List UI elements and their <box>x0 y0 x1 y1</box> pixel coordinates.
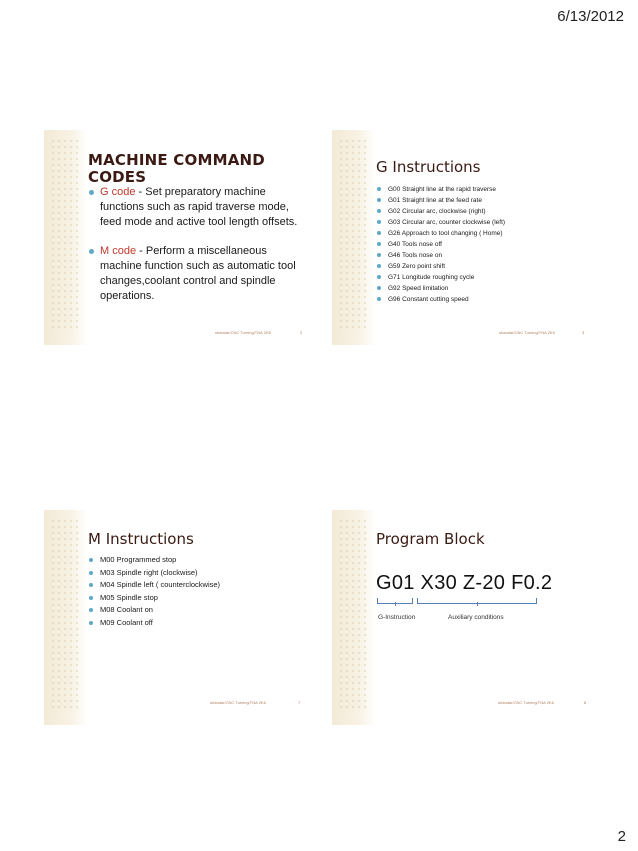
list-item: G26 Approach to tool changing ( Home) <box>376 228 586 239</box>
slide-decor-stripe <box>44 510 88 725</box>
auxiliary-bracket <box>417 598 537 604</box>
slide-footer: shandar/CNC Turning/TNA 2K6 <box>210 700 266 705</box>
slide-g-instructions <box>332 130 597 345</box>
g-instruction-bracket <box>377 598 413 604</box>
slide-decor-stripe <box>332 510 376 725</box>
list-item: G46 Tools nose on <box>376 250 586 261</box>
slide-decor-stripe <box>44 130 88 345</box>
slide-number: 8 <box>584 700 587 705</box>
list-item: M00 Programmed stop <box>88 554 288 567</box>
slide-footer: shandar/CNC Turning/TNA 2K6 <box>215 330 271 335</box>
program-block-code: G01 X30 Z-20 F0.2 <box>376 572 553 594</box>
bullet-list <box>376 184 586 305</box>
list-item: G92 Speed limitation <box>376 283 586 294</box>
slide-number: 7 <box>298 700 301 705</box>
list-item: M08 Coolant on <box>88 604 288 617</box>
list-item <box>88 185 303 230</box>
list-item: M03 Spindle right (clockwise) <box>88 567 288 580</box>
item-text: - Set preparatory machine functions such as rapid traverse mode, feed mode and active tool length offsets. <box>100 186 298 228</box>
list-item: G00 Straight line at the rapid traverse <box>376 184 586 195</box>
list-item: G40 Tools nose off <box>376 239 586 250</box>
list-item: G01 Straight line at the feed rate <box>376 195 586 206</box>
slide-title: Program Block <box>376 530 485 548</box>
keyword: G code <box>100 186 136 198</box>
slide-program-block <box>332 510 597 725</box>
slide-m-instructions <box>44 510 309 725</box>
slide-title: G Instructions <box>376 158 481 176</box>
list-item: M09 Coolant off <box>88 617 288 630</box>
slide-number: 2 <box>300 330 303 335</box>
list-item: G03 Circular arc, counter clockwise (left) <box>376 217 586 228</box>
slide-footer: shandar/CNC Turning/TNA 2K6 <box>499 330 555 335</box>
list-item: G96 Constant cutting speed <box>376 294 586 305</box>
list-item: M05 Spindle stop <box>88 592 288 605</box>
page-number: 2 <box>617 828 626 845</box>
g-instruction-label: G-Instruction <box>378 614 416 621</box>
slide-title: MACHINE COMMAND CODES <box>88 151 265 186</box>
list-item: M04 Spindle left ( counterclockwise) <box>88 579 288 592</box>
list-item <box>88 244 303 304</box>
slide-footer: shandar/CNC Turning/TNA 2K6 <box>498 700 554 705</box>
bullet-list <box>88 185 303 318</box>
list-item: G71 Longitude roughing cycle <box>376 272 586 283</box>
list-item: G59 Zero point shift <box>376 261 586 272</box>
print-date: 6/13/2012 <box>557 8 624 25</box>
item-text: - Perform a miscellaneous machine function such as automatic tool changes,coolant control and spindle operations. <box>100 245 296 302</box>
slide-number: 3 <box>582 330 585 335</box>
slide-title: M Instructions <box>88 530 194 548</box>
list-item: G02 Circular arc, clockwise (right) <box>376 206 586 217</box>
bullet-list <box>88 554 288 629</box>
auxiliary-label: Auxiliary conditions <box>448 614 504 621</box>
slide-decor-stripe <box>332 130 376 345</box>
slide-machine-command-codes <box>44 130 309 345</box>
keyword: M code <box>100 245 137 257</box>
